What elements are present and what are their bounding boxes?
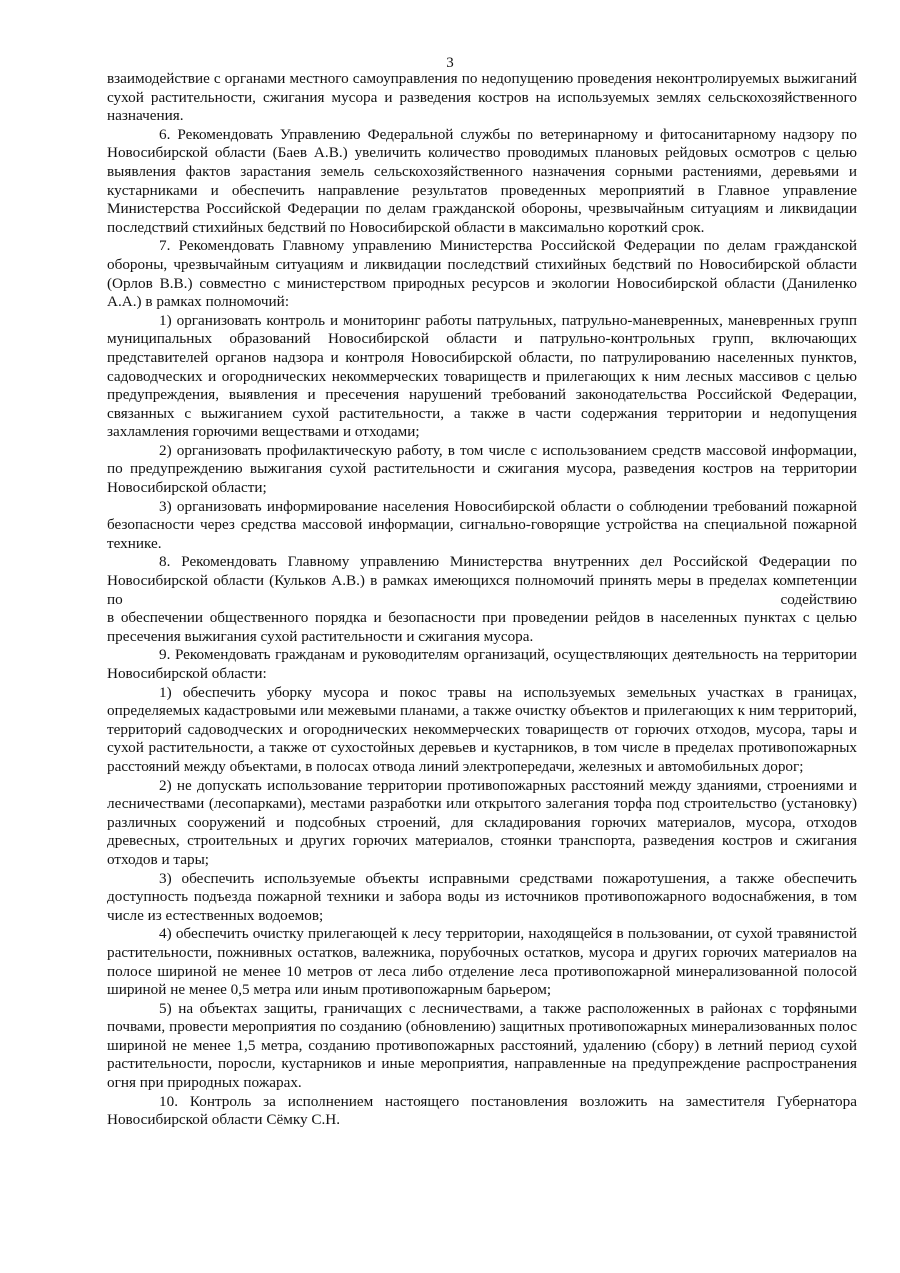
paragraph-item-9: 9. Рекомендовать гражданам и руководителям организаций, осуществляющих деятельность на территории Новосибирской области: bbox=[107, 646, 857, 682]
paragraph-item-9-1: 1) обеспечить уборку мусора и покос травы на используемых земельных участках в границах, определяемых кадастровыми или межевыми планами, а также очистку объектов и прилегающих к ним территорий, территорий садоводческих и огороднических некоммерческих товариществ от горючих отходов, мусора, тары и сухой растительности, а также от сухостойных деревьев и кустарников, в том числе в пределах противопожарных расстояний между объектами, в полосах отвода линий электропередачи, железных и автомобильных дорог; bbox=[107, 683, 857, 775]
paragraph-item-7-2: 2) организовать профилактическую работу, в том числе с использованием средств массовой информации, по предупреждению выжигания сухой растительности и сжигания мусора, разведения костров на территории Новосибирской области; bbox=[107, 441, 857, 497]
paragraph-item-7-3: 3) организовать информирование населения Новосибирской области о соблюдении требований пожарной безопасности через средства массовой информации, сигнально-говорящие устройства на специальной пожарной технике. bbox=[107, 497, 857, 552]
document-body bbox=[107, 70, 857, 1130]
paragraph-item-9-3: 3) обеспечить используемые объекты исправными средствами пожаротушения, а также обеспечить доступность подъезда пожарной техники и забора воды из источников противопожарного водоснабжения, в том числе из естественных водоемов; bbox=[107, 869, 857, 924]
paragraph-item-9-5: 5) на объектах защиты, граничащих с лесничествами, а также расположенных в районах с торфяными почвами, провести мероприятия по созданию (обновлению) защитных противопожарных минерализованных полос шириной не менее 1,5 метра, созданию противопожарных расстояний, удалению (сбору) в летний период сухой растительности, поросли, кустарников и иные мероприятия, направленные на предупреждение распространения огня при природных пожарах. bbox=[107, 999, 857, 1092]
paragraph-item-6: 6. Рекомендовать Управлению Федеральной службы по ветеринарному и фитосанитарному надзору по Новосибирской области (Баев А.В.) увеличить количество проводимых плановых рейдовых осмотров с целью выявления фактов зарастания земель сельскохозяйственного назначения сорными растениями, деревьями и кустарниками и обеспечить направление результатов проведенных мероприятий в Главное управление Министерства Российской Федерации по делам гражданской обороны, чрезвычайным ситуациям и ликвидации последствий стихийных бедствий по Новосибирской области в максимально короткий срок. bbox=[107, 125, 857, 236]
paragraph-item-9-4: 4) обеспечить очистку прилегающей к лесу территории, находящейся в пользовании, от сухой травянистой растительности, пожнивных остатков, валежника, порубочных остатков, мусора и других горючих материалов на полосе шириной не менее 10 метров от леса либо отделение леса противопожарной минерализованной полосой шириной не менее 0,5 метра или иным противопожарным барьером; bbox=[107, 925, 857, 999]
paragraph-item-10: 10. Контроль за исполнением настоящего постановления возложить на заместителя Губернатора Новосибирской области Сёмку С.Н. bbox=[107, 1092, 857, 1129]
paragraph-item-7: 7. Рекомендовать Главному управлению Министерства Российской Федерации по делам гражданской обороны, чрезвычайным ситуациям и ликвидации последствий стихийных бедствий по Новосибирской области (Орлов В.В.) совместно с министерством природных ресурсов и экологии Новосибирской области (Даниленко А.А.) в рамках полномочий: bbox=[107, 237, 857, 311]
paragraph-item-8: 8. Рекомендовать Главному управлению Министерства внутренних дел Российской Федерации по Новосибирской области (Кульков А.В.) в рамках имеющихся полномочий принять меры в пределах компетенции по содействию bbox=[107, 553, 857, 608]
paragraph-item-9-2: 2) не допускать использование территории противопожарных расстояний между зданиями, строениями и лесничествами (лесопарками), местами разработки или открытого залегания торфа под строительство (установку) различных сооружений и подсобных строений, для складирования горючих материалов, мусора, отходов древесных, строительных и других горючих материалов, стоянки транспорта, разведения костров и сжигания отходов и тары; bbox=[107, 776, 857, 868]
paragraph-item-7-1: 1) организовать контроль и мониторинг работы патрульных, патрульно-маневренных, маневренных групп муниципальных образований Новосибирской области и патрульно-контрольных групп, включающих представителей органов надзора и контроля Новосибирской области, по патрулированию населенных пунктов, садоводческих и огороднических некоммерческих товариществ и прилегающих к ним лесных массивов с целью предупреждения, выявления и пресечения нарушений требований законодательства Российской Федерации, связанных с выжиганием сухой растительности, а также в части содержания территории и недопущения захламления горючими веществами и отходами; bbox=[107, 311, 857, 441]
paragraph: взаимодействие с органами местного самоуправления по недопущению проведения неконтролируемых выжиганий сухой растительности, сжигания мусора и разведения костров на используемых землях сельскохозяйственного назначения. bbox=[107, 70, 857, 125]
page-number: 3 bbox=[446, 55, 454, 71]
paragraph-item-8-continued: в обеспечении общественного порядка и безопасности при проведении рейдов в населенных пунктах с целью пресечения выжигания сухой растительности и сжигания мусора. bbox=[107, 609, 857, 645]
